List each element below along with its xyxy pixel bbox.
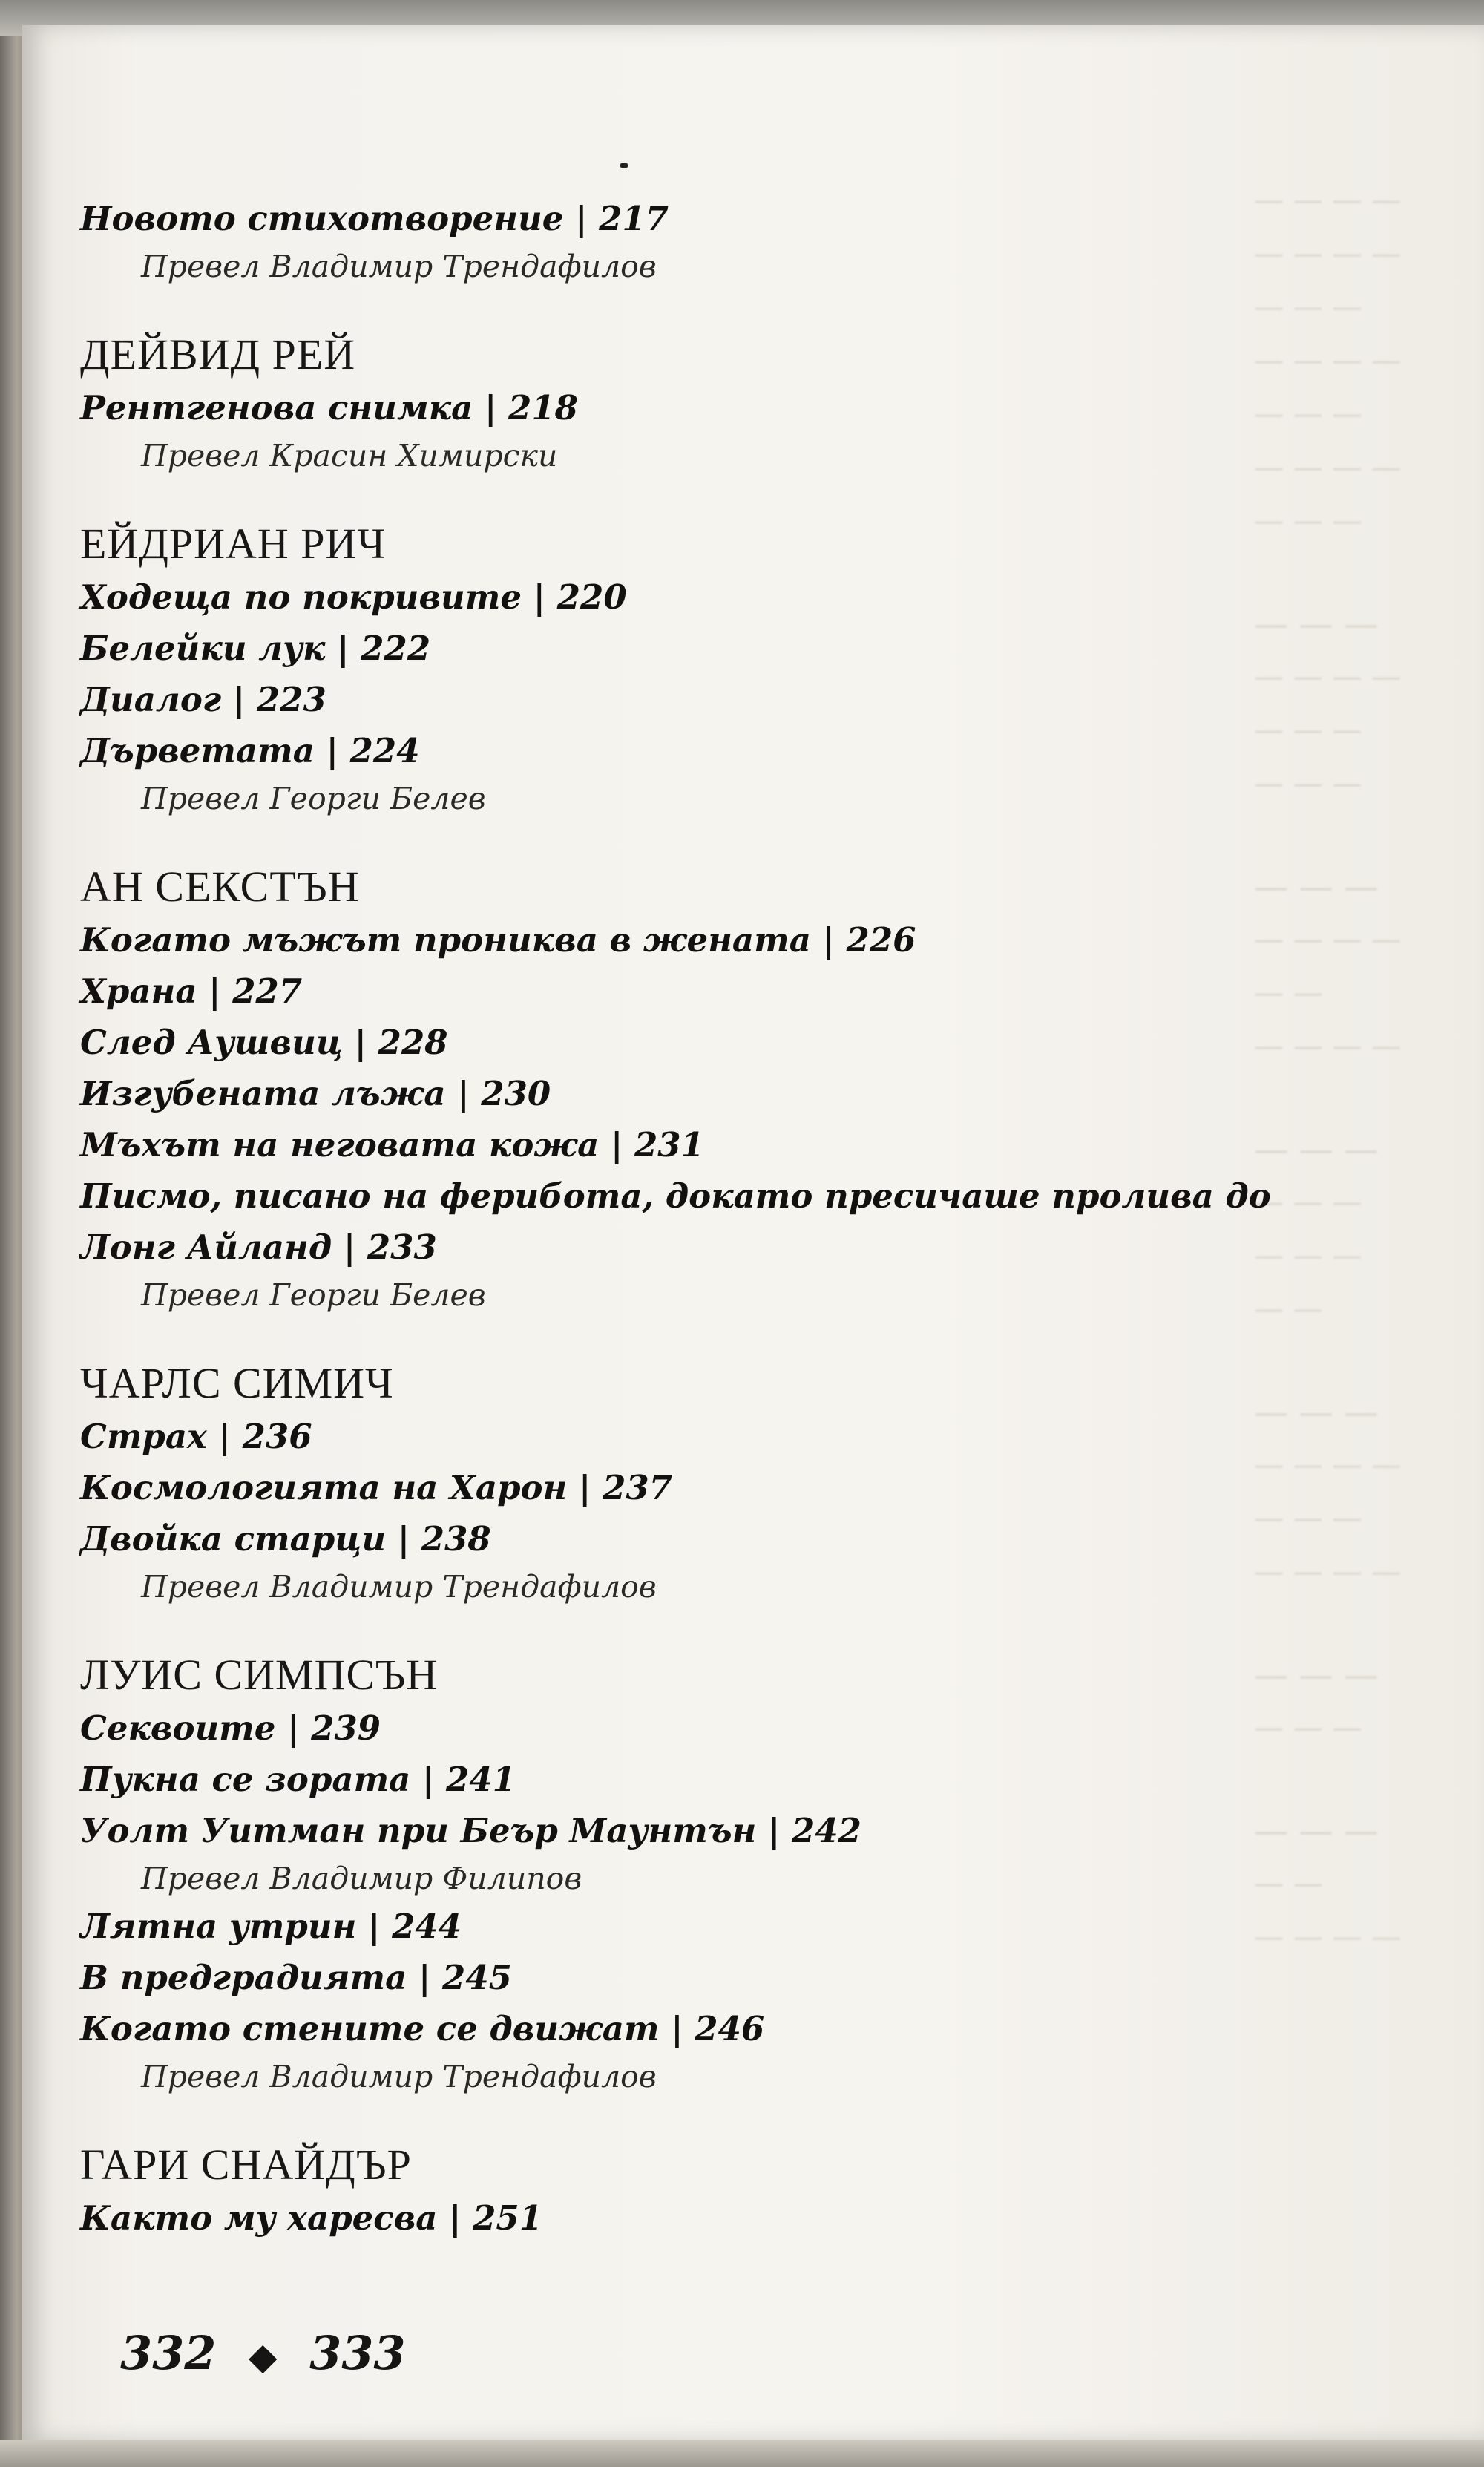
work-title: В предградията | 245 — [80, 1958, 512, 1997]
work-title: Храна | 227 — [80, 972, 303, 1011]
work-title: Както му харесва | 251 — [80, 2198, 543, 2238]
work-title: Двойка старци | 238 — [80, 1519, 491, 1559]
toc-section — [80, 861, 1297, 1317]
author-name: ГАРИ СНАЙДЪР — [80, 2140, 412, 2189]
work-title: Мъхът на неговата кожа | 231 — [80, 1125, 704, 1164]
toc-section — [80, 329, 1297, 478]
page-bottom-edge — [0, 2440, 1484, 2467]
work-title: Пукна се зората | 241 — [80, 1760, 516, 1799]
translator-credit: Превел Владимир Трендафилов — [141, 249, 657, 284]
toc-section — [80, 1357, 1297, 1609]
toc-section — [80, 518, 1297, 821]
toc-section — [80, 2139, 1297, 2244]
work-title: Секвоите | 239 — [80, 1708, 381, 1748]
work-title: След Аушвиц | 228 — [80, 1023, 448, 1062]
author-name: АН СЕКСТЪН — [80, 862, 360, 911]
work-title: Лонг Айланд | 233 — [80, 1228, 437, 1267]
work-title: Когато стените се движат | 246 — [80, 2009, 765, 2048]
translator-credit: Превел Владимир Филипов — [141, 1861, 582, 1896]
translator-credit: Превел Владимир Трендафилов — [141, 1569, 657, 1605]
author-name: ЧАРЛС СИМИЧ — [80, 1359, 394, 1407]
work-title: Лятна утрин | 244 — [80, 1907, 462, 1946]
page-numbers — [120, 2326, 405, 2380]
author-name: ЛУИС СИМПСЪН — [80, 1651, 439, 1699]
author-name: ЕЙДРИАН РИЧ — [80, 520, 387, 568]
toc-section — [80, 193, 1297, 289]
work-title: Когато мъжът прониква в жената | 226 — [80, 920, 916, 960]
work-title: Рентгенова снимка | 218 — [80, 388, 578, 427]
work-title: Космологията на Харон | 237 — [80, 1468, 673, 1507]
work-title: Страх | 236 — [80, 1417, 312, 1456]
right-page-number: 333 — [309, 2326, 406, 2380]
work-title: Ходеща по покривите | 220 — [80, 577, 627, 617]
work-title: Уолт Уитман при Беър Маунтън | 242 — [80, 1811, 861, 1850]
work-title: Белейки лук | 222 — [80, 629, 431, 668]
work-title: Диалог | 223 — [80, 680, 326, 719]
ink-mark — [620, 163, 628, 168]
left-page-number: 332 — [120, 2326, 217, 2380]
work-title: Новото стихотворение | 217 — [80, 199, 669, 238]
work-title: Дърветата | 224 — [80, 731, 420, 770]
table-of-contents — [80, 193, 1297, 2284]
translator-credit: Превел Георги Белев — [141, 781, 486, 816]
work-title: Писмо, писано на ферибота, докато пресичаше пролива до — [80, 1176, 1271, 1216]
toc-section — [80, 1649, 1297, 2099]
translator-credit: Превел Владимир Трендафилов — [141, 2059, 657, 2094]
show-through-text: — — — — — — — — — — — — — — — — — — — — — — — — — — — — — — — — — — — — — — — — — — — — — — — — — — — — — — — — — — — — — — — — — — — — — — — — — — — — — — — — — — — — — — — — — — — — [1254, 183, 1402, 1954]
translator-credit: Превел Красин Химирски — [141, 438, 558, 474]
diamond-separator-icon: ◆ — [249, 2334, 278, 2378]
translator-credit: Превел Георги Белев — [141, 1277, 486, 1313]
work-title: Изгубената лъжа | 230 — [80, 1074, 551, 1113]
book-page — [22, 25, 1484, 2442]
author-name: ДЕЙВИД РЕЙ — [80, 330, 356, 379]
